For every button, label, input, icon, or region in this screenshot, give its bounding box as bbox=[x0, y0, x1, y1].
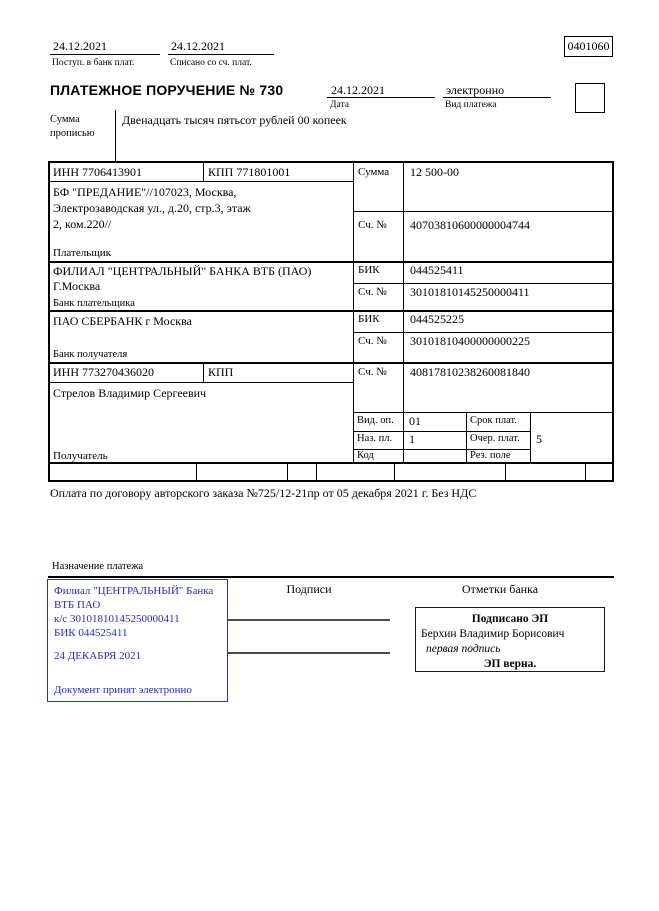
table-border bbox=[196, 463, 197, 481]
debited-date-label: Списано со сч. плат. bbox=[170, 58, 252, 68]
table-border bbox=[353, 431, 531, 432]
payment-kind-underline bbox=[443, 97, 551, 98]
amount-label: Сумма bbox=[358, 166, 390, 178]
payee-kpp-label: КПП bbox=[208, 365, 234, 379]
payment-kind-label: Вид платежа bbox=[445, 100, 497, 110]
date-label: Дата bbox=[330, 100, 349, 110]
payer-name-line: БФ "ПРЕДАНИЕ"//107023, Москва, bbox=[53, 185, 237, 199]
table-border bbox=[48, 261, 614, 263]
table-border bbox=[203, 162, 204, 181]
table-border bbox=[612, 161, 614, 481]
electronic-signature-box bbox=[415, 607, 605, 672]
table-border bbox=[394, 463, 395, 481]
payee-bank-account-label: Сч. № bbox=[358, 335, 387, 347]
payer-kpp: КПП 771801001 bbox=[208, 165, 291, 179]
document-date: 24.12.2021 bbox=[331, 83, 385, 97]
table-border bbox=[353, 412, 614, 413]
op-priority-value: 5 bbox=[536, 432, 542, 446]
payee-name: Стрелов Владимир Сергеевич bbox=[53, 386, 207, 400]
payee-bank-account-value: 30101810400000000225 bbox=[410, 334, 530, 348]
bank-stamp bbox=[47, 579, 228, 702]
table-border bbox=[353, 332, 614, 333]
payee-bank-section-label: Банк получателя bbox=[53, 349, 128, 360]
amount-words-divider bbox=[115, 110, 116, 162]
payment-purpose-text: Оплата по договору авторского заказа №725/12-21пр от 05 декабря 2021 г. Без НДС bbox=[50, 486, 477, 500]
table-border bbox=[48, 181, 354, 182]
date-underline bbox=[327, 97, 435, 98]
payer-bank-account-label: Сч. № bbox=[358, 286, 387, 298]
op-type-label: Вид. оп. bbox=[357, 415, 394, 426]
form-code-box bbox=[564, 36, 613, 57]
payee-account-value: 40817810238260081840 bbox=[410, 365, 530, 379]
table-border bbox=[48, 480, 614, 482]
table-border bbox=[316, 463, 317, 481]
received-date-underline bbox=[50, 54, 160, 55]
debited-date-underline bbox=[168, 54, 274, 55]
esign-status: ЭП верна. bbox=[483, 658, 537, 670]
signature-line bbox=[228, 619, 390, 621]
signature-line bbox=[228, 652, 390, 654]
esign-signer-role: первая подпись bbox=[426, 643, 501, 655]
document-title: ПЛАТЕЖНОЕ ПОРУЧЕНИЕ № 730 bbox=[50, 82, 284, 98]
table-border bbox=[353, 283, 614, 284]
table-border bbox=[505, 463, 506, 481]
payer-account-label: Сч. № bbox=[358, 219, 387, 231]
payer-account-value: 40703810600000004744 bbox=[410, 218, 530, 232]
table-border bbox=[48, 362, 614, 364]
received-date: 24.12.2021 bbox=[53, 39, 107, 53]
table-border bbox=[585, 463, 586, 481]
payment-kind: электронно bbox=[446, 83, 505, 97]
table-border bbox=[48, 161, 614, 163]
table-border bbox=[353, 211, 614, 212]
payer-bank-name-line: Г.Москва bbox=[53, 279, 101, 293]
bank-stamp-line: БИК 044525411 bbox=[54, 627, 128, 639]
payee-account-label: Сч. № bbox=[358, 366, 387, 378]
table-border bbox=[48, 161, 50, 481]
payer-bank-bik-value: 044525411 bbox=[410, 263, 464, 277]
payee-inn: ИНН 773270436020 bbox=[53, 365, 154, 379]
payer-bank-account-value: 30101810145250000411 bbox=[410, 285, 530, 299]
payer-bank-name-line: ФИЛИАЛ "ЦЕНТРАЛЬНЫЙ" БАНКА ВТБ (ПАО) bbox=[53, 264, 312, 278]
status-checkbox bbox=[575, 83, 605, 113]
payee-bank-name: ПАО СБЕРБАНК г Москва bbox=[53, 314, 192, 328]
op-term-label: Срок плат. bbox=[470, 415, 517, 426]
form-code: 0401060 bbox=[567, 39, 610, 53]
esign-title: Подписано ЭП bbox=[471, 613, 549, 625]
esign-signer-name: Берхин Владимир Борисович bbox=[421, 628, 565, 640]
op-purpose-code-label: Наз. пл. bbox=[357, 433, 393, 444]
op-reserve-label: Рез. поле bbox=[470, 450, 511, 461]
op-code-label: Код bbox=[357, 450, 374, 461]
op-priority-label: Очер. плат. bbox=[470, 433, 520, 444]
table-border bbox=[466, 412, 467, 463]
payee-section-label: Получатель bbox=[53, 450, 108, 462]
amount-words-label: Сумма прописью bbox=[50, 114, 95, 139]
payer-name-line: Электрозаводская ул., д.20, стр.3, этаж bbox=[53, 201, 251, 215]
bank-stamp-spacer bbox=[54, 640, 227, 649]
table-border bbox=[353, 162, 354, 463]
bank-stamp-footer: Документ принят электронно bbox=[54, 684, 192, 696]
received-date-label: Поступ. в банк плат. bbox=[52, 58, 135, 68]
table-border bbox=[530, 412, 531, 463]
payer-bank-section-label: Банк плательщика bbox=[53, 298, 135, 309]
signatures-label: Подписи bbox=[286, 582, 332, 596]
payee-bank-bik-label: БИК bbox=[358, 313, 380, 325]
table-border bbox=[48, 310, 614, 312]
bank-stamp-date: 24 ДЕКАБРЯ 2021 bbox=[54, 650, 142, 662]
table-border bbox=[403, 162, 404, 463]
payer-bank-bik-label: БИК bbox=[358, 264, 380, 276]
bank-stamp-line: Филиал "ЦЕНТРАЛЬНЫЙ" Банка bbox=[54, 585, 214, 597]
payment-purpose-label: Назначение платежа bbox=[52, 561, 144, 572]
purpose-section-rule bbox=[48, 576, 614, 578]
bank-marks-label: Отметки банка bbox=[461, 582, 539, 596]
debited-date: 24.12.2021 bbox=[171, 39, 225, 53]
bank-stamp-line: к/с 30101810145250000411 bbox=[54, 613, 180, 625]
amount-value: 12 500-00 bbox=[410, 165, 459, 179]
payee-bank-bik-value: 044525225 bbox=[410, 312, 464, 326]
payer-name-line: 2, ком.220// bbox=[53, 217, 112, 231]
bank-stamp-line: ВТБ ПАО bbox=[54, 599, 101, 611]
op-purpose-code-value: 1 bbox=[409, 432, 415, 446]
payer-inn: ИНН 7706413901 bbox=[53, 165, 142, 179]
table-border bbox=[203, 363, 204, 382]
payer-section-label: Плательщик bbox=[53, 247, 111, 259]
op-type-value: 01 bbox=[409, 414, 421, 428]
amount-words-value: Двенадцать тысяч пятьсот рублей 00 копеек bbox=[122, 113, 347, 127]
table-border bbox=[287, 463, 288, 481]
table-border bbox=[48, 382, 354, 383]
